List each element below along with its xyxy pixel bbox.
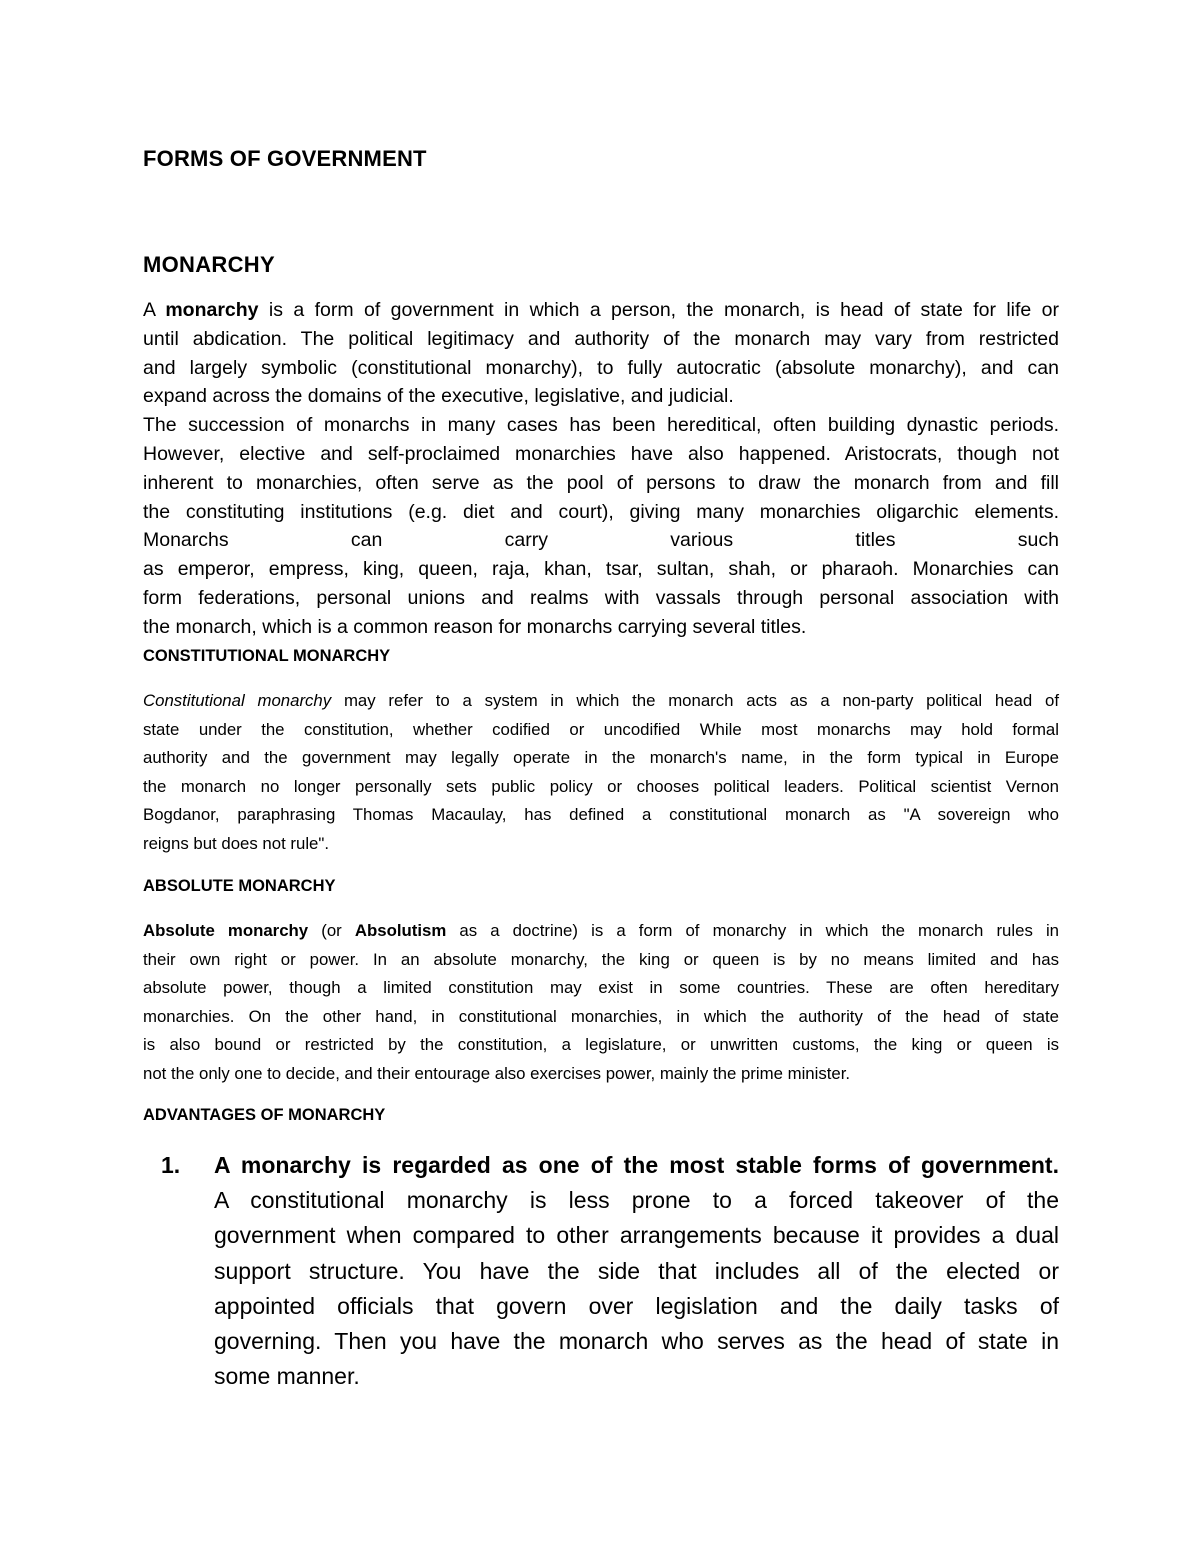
document-title: FORMS OF GOVERNMENT bbox=[143, 146, 427, 171]
list-item-line: governing. Then you have the monarch who serves as the head of state in bbox=[214, 1328, 1059, 1355]
paragraph-line: not the only one to decide, and their entourage also exercises power, mainly the prime minister. bbox=[143, 1063, 851, 1083]
absolute-monarchy-heading: ABSOLUTE MONARCHY bbox=[143, 877, 336, 895]
absolute-paragraph bbox=[143, 917, 1059, 1088]
list-item-line: A constitutional monarchy is less prone to a forced takeover of the bbox=[214, 1187, 1059, 1214]
paragraph-line: inherent to monarchies, often serve as the pool of persons to draw the monarch from and fill bbox=[143, 471, 1059, 494]
paragraph-line: form federations, personal unions and realms with vassals through personal association with bbox=[143, 586, 1059, 609]
monarchy-heading: MONARCHY bbox=[143, 252, 275, 277]
bold-term: Absolutism bbox=[354, 921, 447, 940]
paragraph-line: is also bound or restricted by the constitution, a legislature, or unwritten customs, the king or queen is bbox=[143, 1035, 1059, 1054]
italic-term: Constitutional monarchy bbox=[143, 691, 332, 710]
list-item-line: some manner. bbox=[214, 1363, 360, 1390]
bold-term: Absolute monarchy bbox=[143, 921, 309, 940]
paragraph-line: The succession of monarchs in many cases has been hereditical, often building dynastic periods. bbox=[143, 414, 1059, 437]
paragraph-line: the constituting institutions (e.g. diet and court), giving many monarchies oligarchic elements. bbox=[143, 500, 1059, 523]
list-item bbox=[143, 1148, 1059, 1394]
paragraph-line: A monarchy is a form of government in which a person, the monarch, is head of state for life or bbox=[143, 299, 1059, 321]
paragraph-line: Constitutional monarchy may refer to a system in which the monarch acts as a non-party political head of bbox=[143, 691, 1059, 710]
constitutional-paragraph bbox=[143, 687, 1059, 858]
paragraph-line: expand across the domains of the executive, legislative, and judicial. bbox=[143, 385, 734, 408]
paragraph-line: Bogdanor, paraphrasing Thomas Macaulay, has defined a constitutional monarch as "A sovereign who bbox=[143, 805, 1059, 824]
paragraph-line: Monarchs can carry various titles such bbox=[143, 529, 1059, 552]
paragraph-line: state under the constitution, whether codified or uncodified While most monarchs may hold formal bbox=[143, 719, 1059, 739]
paragraph-line: However, elective and self-proclaimed monarchies have also happened. Aristocrats, though not bbox=[143, 442, 1059, 465]
paragraph-line: and largely symbolic (constitutional monarchy), to fully autocratic (absolute monarchy), and can bbox=[143, 356, 1059, 379]
constitutional-monarchy-heading: CONSTITUTIONAL MONARCHY bbox=[143, 647, 391, 665]
paragraph-line: until abdication. The political legitimacy and authority of the monarch may vary from restricted bbox=[143, 327, 1059, 350]
paragraph-line: as emperor, empress, king, queen, raja, khan, tsar, sultan, shah, or pharaoh. Monarchies can bbox=[143, 558, 1059, 581]
list-item-heading: A monarchy is regarded as one of the most stable forms of government. bbox=[214, 1152, 1059, 1178]
list-item-number: 1. bbox=[161, 1152, 181, 1178]
bold-term: monarchy bbox=[165, 299, 259, 321]
paragraph-line: absolute power, though a limited constitution may exist in some countries. These are often hereditary bbox=[143, 978, 1059, 997]
advantages-heading: ADVANTAGES OF MONARCHY bbox=[143, 1106, 386, 1124]
paragraph-line: the monarch, which is a common reason for monarchs carrying several titles. bbox=[143, 615, 807, 638]
paragraph-line: authority and the government may legally operate in the monarch's name, in the form typical in Europe bbox=[143, 748, 1059, 767]
list-item-line: appointed officials that govern over legislation and the daily tasks of bbox=[214, 1292, 1059, 1319]
paragraph-line: their own right or power. In an absolute monarchy, the king or queen is by no means limited and has bbox=[143, 949, 1059, 969]
monarchy-paragraph bbox=[143, 296, 1059, 642]
list-item-line: support structure. You have the side that includes all of the elected or bbox=[214, 1257, 1059, 1284]
paragraph-line: Absolute monarchy (or Absolutism as a doctrine) is a form of monarchy in which the monarch rules in bbox=[143, 921, 1060, 940]
advantages-list bbox=[143, 1148, 1059, 1394]
paragraph-line: the monarch no longer personally sets public policy or chooses political leaders. Political scientist Vernon bbox=[143, 776, 1059, 796]
paragraph-line: monarchies. On the other hand, in constitutional monarchies, in which the authority of the head of state bbox=[143, 1006, 1059, 1026]
list-item-line: government when compared to other arrangements because it provides a dual bbox=[214, 1222, 1059, 1249]
paragraph-line: reigns but does not rule". bbox=[143, 833, 330, 853]
